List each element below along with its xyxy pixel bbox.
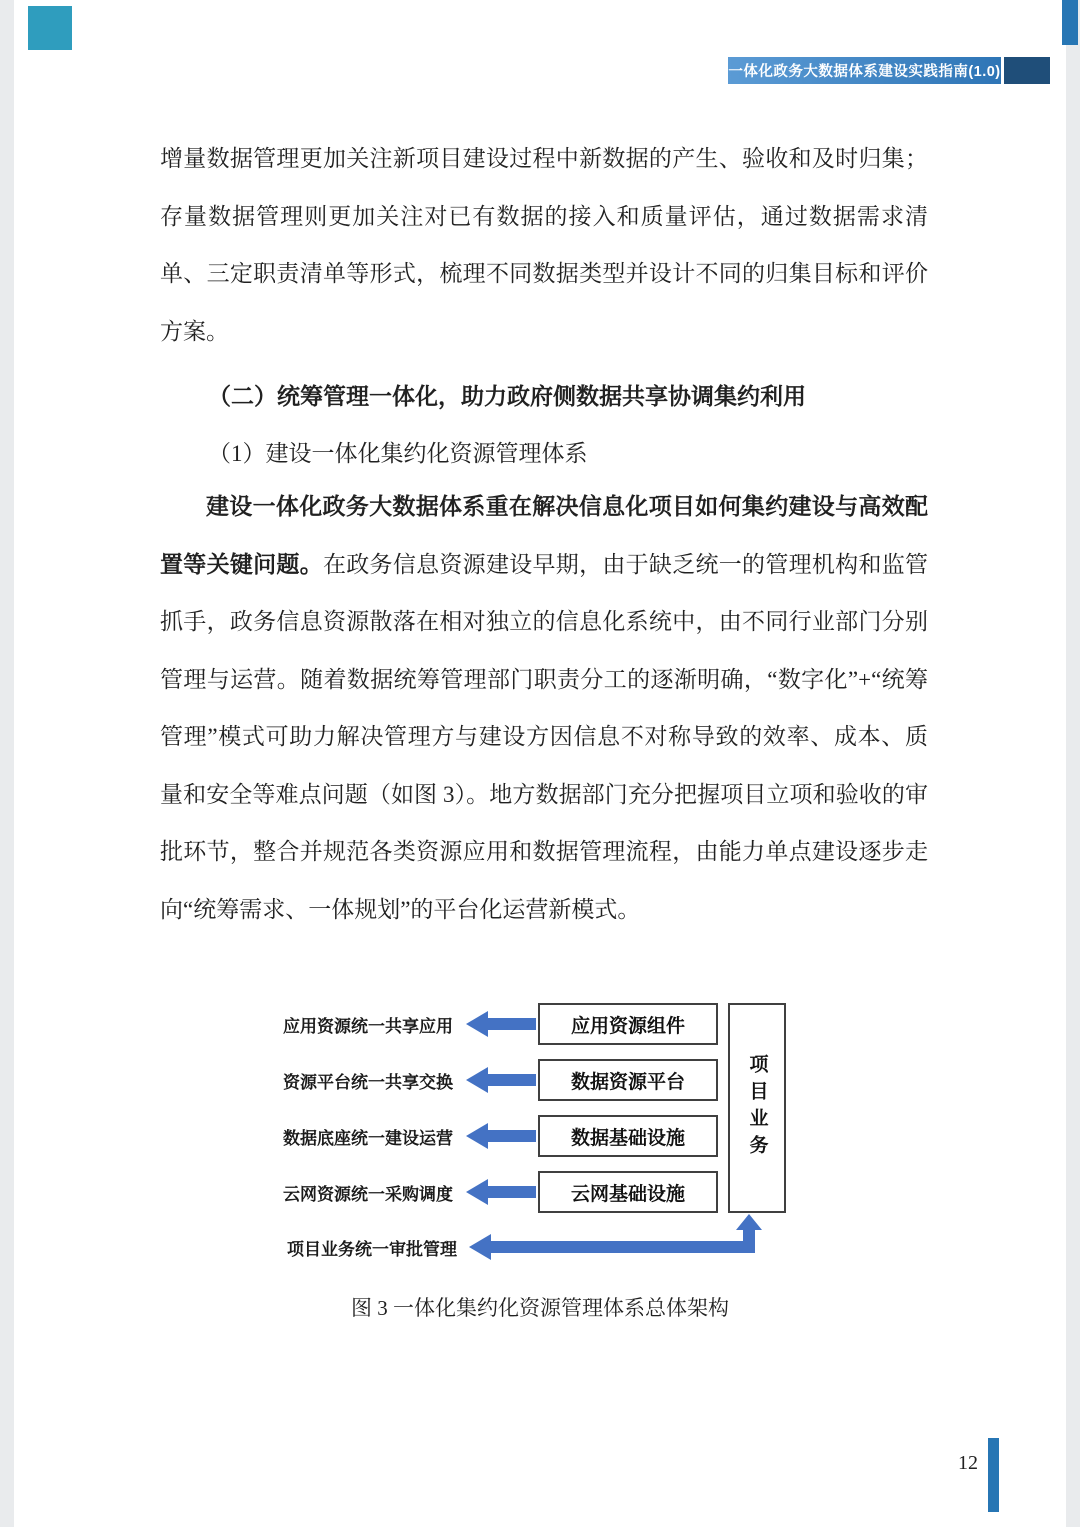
diagram-label-resource-platform: 资源平台统一共享交换 (283, 1072, 453, 1092)
page-header (728, 57, 1050, 84)
diagram-box-app-resource: 应用资源组件 (538, 1003, 718, 1045)
diagram-label-data-base: 数据底座统一建设运营 (283, 1128, 453, 1148)
left-arrow-icon (466, 1011, 536, 1037)
arrow-shaft (488, 1074, 536, 1086)
arrow-head-up-icon (736, 1214, 762, 1230)
diagram-box-data-platform: 数据资源平台 (538, 1059, 718, 1101)
arrow-shaft (488, 1186, 536, 1198)
header-end-block (1004, 57, 1050, 84)
arrow-head-left-icon (466, 1179, 488, 1205)
paragraph-system-construction (160, 478, 928, 938)
arrow-shaft (488, 1130, 536, 1142)
diagram-label-cloud-network: 云网资源统一采购调度 (283, 1184, 453, 1204)
arrow-head-left-icon (469, 1234, 491, 1260)
figure-caption: 图 3 一体化集约化资源管理体系总体架构 (351, 1296, 729, 1320)
heading-section-2: （二）统筹管理一体化，助力政府侧数据共享协调集约利用 (208, 384, 806, 409)
paragraph-body-text: 在政务信息资源建设早期，由于缺乏统一的管理机构和监管抓手，政务信息资源散落在相对独立的信息化系统中，由不同行业部门分别管理与运营。随着数据统筹管理部门职责分工的逐渐明确，“数字化”+“统筹管理”模式可助力解决管理方与建设方因信息不对称导致的效率、成本、质量和安全等难点问题（如图 3）。地方数据部门充分把握项目立项和验收的审批环节，整合并规范各类资源应用和数据管理流程，由能力单点建设逐步走向“统筹需求、一体规划”的平台化运营新模式。 (160, 551, 928, 922)
arrow-head-left-icon (466, 1067, 488, 1093)
page-number: 12 (958, 1452, 978, 1474)
connector-vertical-line (743, 1230, 755, 1253)
figure-3-diagram (283, 998, 823, 1278)
arrow-head-left-icon (466, 1011, 488, 1037)
footer-accent-bar (988, 1438, 999, 1512)
header-title: 一体化政务大数据体系建设实践指南(1.0) (728, 57, 1001, 84)
left-arrow-icon (466, 1067, 536, 1093)
left-arrow-icon (466, 1123, 536, 1149)
diagram-box-cloud-infra: 云网基础设施 (538, 1171, 718, 1213)
arrow-head-left-icon (466, 1123, 488, 1149)
diagram-label-app-resource: 应用资源统一共享应用 (283, 1016, 453, 1036)
paragraph-data-management: 增量数据管理更加关注新项目建设过程中新数据的产生、验收和及时归集；存量数据管理则更加关注对已有数据的接入和质量评估，通过数据需求清单、三定职责清单等形式，梳理不同数据类型并设计不同的归集目标和评价方案。 (160, 146, 928, 344)
paragraph-bold-lead: 建设一体化政务大数据体系重在解决信息化项目如何集约建设与高效配置等关键问题。 (160, 494, 928, 577)
diagram-box-data-infra: 数据基础设施 (538, 1115, 718, 1157)
top-right-accent-bar (1062, 0, 1078, 45)
diagram-box-project-business: 项目业务 (728, 1003, 786, 1213)
corner-decoration-square (28, 6, 72, 50)
diagram-label-project-approval: 项目业务统一审批管理 (287, 1239, 457, 1259)
left-arrow-icon (466, 1179, 536, 1205)
heading-subsection-1: （1）建设一体化集约化资源管理体系 (208, 441, 588, 466)
arrow-shaft (488, 1018, 536, 1030)
connector-horizontal-line (491, 1241, 755, 1253)
